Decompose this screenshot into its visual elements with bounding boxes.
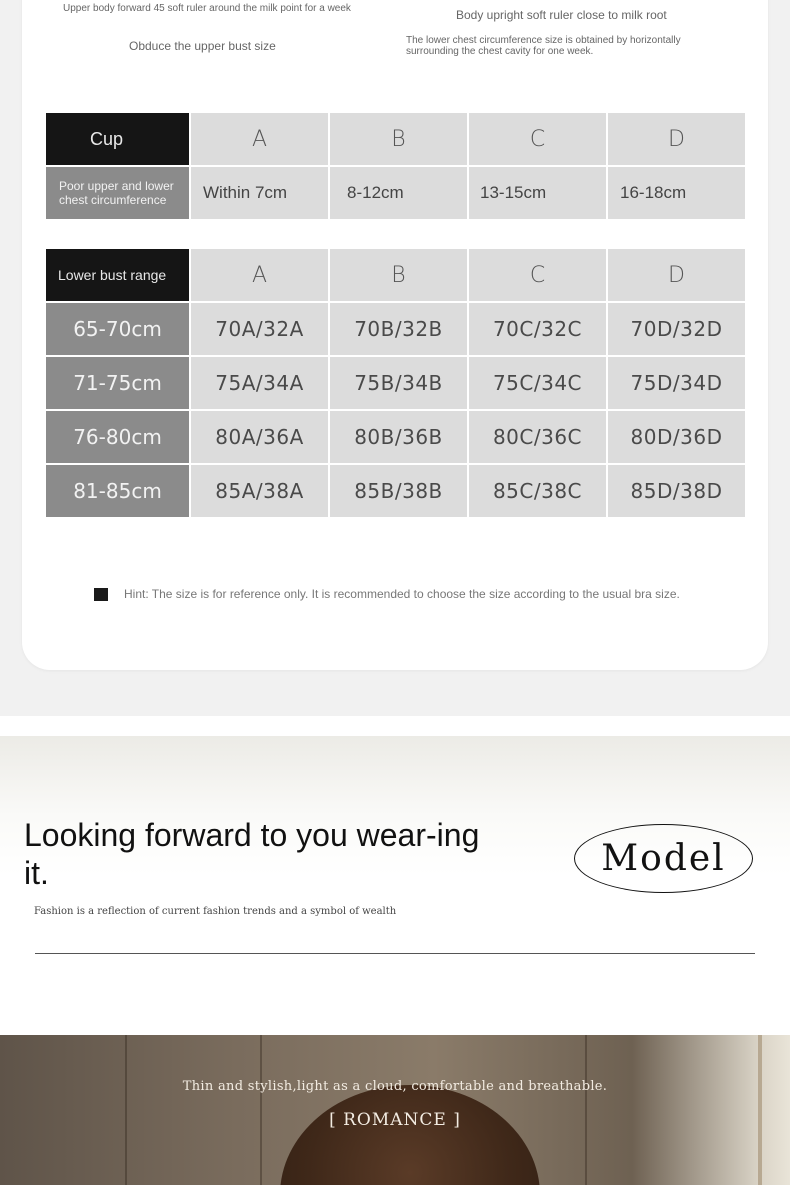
size-70d: 70D/32D: [608, 303, 745, 355]
cup-header-c: C: [469, 113, 606, 165]
model-badge: [574, 824, 753, 893]
size-header-a: A: [191, 249, 328, 301]
cup-label: Cup: [90, 128, 124, 149]
size-hint: Hint: The size is for reference only. It is recommended to choose the size according to the usual bra size.: [124, 587, 680, 601]
size-header-d: D: [608, 249, 745, 301]
size-80a: 80A/36A: [191, 411, 328, 463]
size-table-corner: [46, 249, 189, 301]
photo-tagline: Thin and stylish,light as a cloud, comfortable and breathable.: [182, 1079, 608, 1094]
size-80c: 80C/36C: [469, 411, 606, 463]
range-76-80: 76-80cm: [46, 411, 189, 463]
size-70c: 70C/32C: [469, 303, 606, 355]
upper-bust-label: Obduce the upper bust size: [129, 39, 276, 53]
hint-bullet-icon: [94, 588, 108, 601]
size-75b: 75B/34B: [330, 357, 467, 409]
size-85d: 85D/38D: [608, 465, 745, 517]
difference-c: 13-15cm: [469, 167, 606, 219]
difference-row-label: [46, 167, 189, 219]
model-hair: [280, 1085, 540, 1185]
cup-header-a: A: [191, 113, 328, 165]
cup-table-corner: [46, 113, 189, 165]
size-85c: 85C/38C: [469, 465, 606, 517]
difference-b: 8-12cm: [330, 167, 467, 219]
model-divider-line: [35, 953, 755, 954]
photo-label: [ ROMANCE ]: [329, 1110, 461, 1130]
size-header-c: C: [469, 249, 606, 301]
size-75a: 75A/34A: [191, 357, 328, 409]
difference-d: 16-18cm: [608, 167, 745, 219]
difference-a: Within 7cm: [191, 167, 328, 219]
size-85a: 85A/38A: [191, 465, 328, 517]
size-75c: 75C/34C: [469, 357, 606, 409]
size-header-b: B: [330, 249, 467, 301]
size-80d: 80D/36D: [608, 411, 745, 463]
size-70b: 70B/32B: [330, 303, 467, 355]
upper-bust-method: Upper body forward 45 soft ruler around the milk point for a week: [63, 3, 351, 14]
cup-header-d: D: [608, 113, 745, 165]
model-badge-text: Model: [601, 838, 726, 879]
size-75d: 75D/34D: [608, 357, 745, 409]
difference-row-text: Poor upper and lower chest circumference: [59, 179, 174, 207]
range-81-85: 81-85cm: [46, 465, 189, 517]
lower-bust-range-label: Lower bust range: [58, 267, 167, 283]
lower-bust-method: Body upright soft ruler close to milk root: [456, 8, 667, 22]
lower-bust-label: The lower chest circumference size is obtained by horizontally surrounding the chest cavity for one week.: [406, 35, 681, 57]
range-71-75: 71-75cm: [46, 357, 189, 409]
range-65-70: 65-70cm: [46, 303, 189, 355]
model-subtext: Fashion is a reflection of current fashion trends and a symbol of wealth: [34, 906, 397, 917]
cup-header-b: B: [330, 113, 467, 165]
section-divider: [0, 716, 790, 736]
size-80b: 80B/36B: [330, 411, 467, 463]
size-70a: 70A/32A: [191, 303, 328, 355]
model-heading: Looking forward to you wear-ing it.: [24, 817, 480, 891]
size-85b: 85B/38B: [330, 465, 467, 517]
